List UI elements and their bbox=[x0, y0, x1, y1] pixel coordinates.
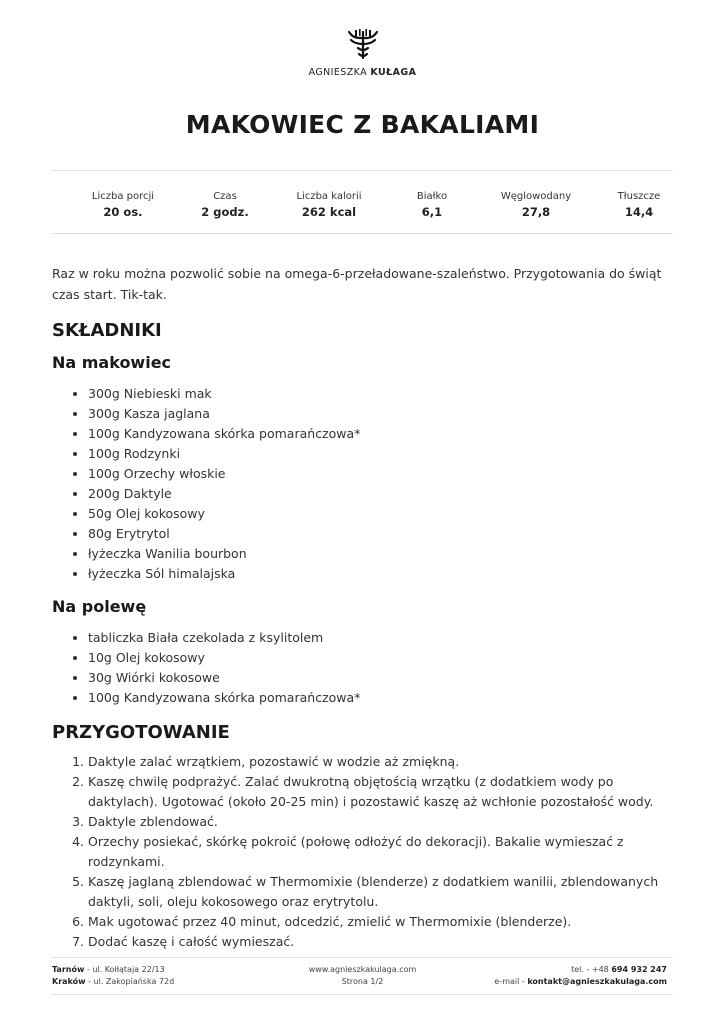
stat-value: 20 os. bbox=[103, 205, 143, 219]
phone-line bbox=[494, 964, 667, 976]
ingredient-list-polewa bbox=[52, 628, 673, 708]
group-title-makowiec: Na makowiec bbox=[52, 353, 172, 372]
ingredient-list-makowiec bbox=[52, 384, 673, 584]
address-krakow-text: - ul. Zakopiańska 72d bbox=[85, 977, 175, 986]
stat-value: 6,1 bbox=[421, 205, 443, 219]
brand-name bbox=[0, 67, 725, 78]
email-label: e-mail - bbox=[494, 977, 528, 986]
step-item: 2. Kaszę chwilę podprażyć. Zalać dwukrotną objętością wrzątku (z dodatkiem wody po daktylach). Ugotować (około 20-25 min) i pozostawić kaszę aż wchłonie pozostałość wody. bbox=[88, 772, 673, 812]
step-item: 3. Daktyle zblendować. bbox=[88, 812, 673, 832]
step-item: 7. Dodać kaszę i całość wymieszać. bbox=[88, 932, 673, 952]
ingredient-item: • tabliczka Biała czekolada z ksylitolem bbox=[88, 628, 673, 648]
recipe-content bbox=[52, 263, 673, 952]
phone-label: tel. - +48 bbox=[571, 965, 612, 974]
stat-label: Liczba porcji bbox=[91, 191, 155, 202]
ingredient-item: • 100g Rodzynki bbox=[88, 444, 673, 464]
ingredient-item: • 200g Daktyle bbox=[88, 484, 673, 504]
stat-protein bbox=[417, 191, 447, 219]
email-address[interactable]: kontakt@agnieszkakulaga.com bbox=[527, 977, 667, 986]
ingredient-item: • 10g Olej kokosowy bbox=[88, 648, 673, 668]
ingredient-item: • 300g Niebieski mak bbox=[88, 384, 673, 404]
step-item: 6. Mak ugotować przez 40 minut, odcedzić, zmielić w Thermomixie (blenderze). bbox=[88, 912, 673, 932]
city-krakow: Kraków bbox=[52, 977, 86, 986]
group-title-polewa: Na polewę bbox=[52, 597, 147, 616]
phone-number[interactable]: 694 932 247 bbox=[611, 965, 667, 974]
stat-label: Węglowodany bbox=[500, 191, 572, 202]
logo bbox=[0, 28, 725, 78]
step-item: 5. Kaszę jaglaną zblendować w Thermomixie (blenderze) z dodatkiem wanilii, zblendowanych daktyli, soli, oleju kokosowego oraz erytrytolu. bbox=[88, 872, 673, 912]
stat-value: 262 kcal bbox=[301, 205, 357, 219]
stat-time bbox=[201, 191, 248, 219]
ingredient-item: • 300g Kasza jaglana bbox=[88, 404, 673, 424]
stat-fat bbox=[618, 191, 661, 219]
ingredient-item: • łyżeczka Wanilia bourbon bbox=[88, 544, 673, 564]
ingredient-item: • łyżeczka Sól himalajska bbox=[88, 564, 673, 584]
stat-calories bbox=[296, 191, 361, 219]
preparation-heading: PRZYGOTOWANIE bbox=[52, 722, 230, 743]
ingredient-item: • 100g Kandyzowana skórka pomarańczowa* bbox=[88, 424, 673, 444]
stat-carbs bbox=[501, 191, 571, 219]
page-number: Strona 1/2 bbox=[341, 977, 384, 986]
address-tarnow-text: - ul. Kołłątaja 22/13 bbox=[84, 965, 165, 974]
city-tarnow: Tarnów bbox=[52, 965, 85, 974]
page-footer bbox=[52, 957, 673, 995]
step-item: 1. Daktyle zalać wrzątkiem, pozostawić w wodzie aż zmiękną. bbox=[88, 752, 673, 772]
fork-and-knife-logo-icon bbox=[343, 28, 383, 62]
stat-value: 27,8 bbox=[521, 205, 551, 219]
ingredients-heading: SKŁADNIKI bbox=[52, 320, 162, 341]
ingredient-item: • 100g Kandyzowana skórka pomarańczowa* bbox=[88, 688, 673, 708]
step-item: 4. Orzechy posiekać, skórkę pokroić (połowę odłożyć do dekoracji). Bakalie wymieszać z rodzynkami. bbox=[88, 832, 673, 872]
preparation-steps bbox=[52, 752, 673, 952]
email-line bbox=[494, 976, 667, 988]
stat-servings bbox=[92, 191, 154, 219]
brand-first: AGNIESZKA bbox=[308, 67, 367, 78]
ingredient-item: • 100g Orzechy włoskie bbox=[88, 464, 673, 484]
recipe-title: MAKOWIEC Z BAKALIAMI bbox=[185, 110, 540, 139]
stat-label: Tłuszcze bbox=[617, 191, 661, 202]
brand-last: KUŁAGA bbox=[370, 67, 417, 78]
nutrition-stats-bar bbox=[52, 170, 673, 234]
ingredient-item: • 80g Erytrytol bbox=[88, 524, 673, 544]
website-link[interactable]: www.agnieszkakulaga.com bbox=[308, 965, 417, 974]
ingredient-item: • 30g Wiórki kokosowe bbox=[88, 668, 673, 688]
stat-label: Białko bbox=[416, 191, 448, 202]
stat-label: Czas bbox=[213, 191, 237, 202]
stat-value: 14,4 bbox=[624, 205, 654, 219]
footer-contact bbox=[494, 964, 667, 988]
stat-label: Liczba kalorii bbox=[296, 191, 362, 202]
stat-value: 2 godz. bbox=[201, 205, 249, 219]
ingredient-item: • 50g Olej kokosowy bbox=[88, 504, 673, 524]
intro-text: Raz w roku można pozwolić sobie na omega-6-przeładowane-szaleństwo. Przygotowania do świąt czas start. Tik-tak. bbox=[52, 266, 662, 302]
